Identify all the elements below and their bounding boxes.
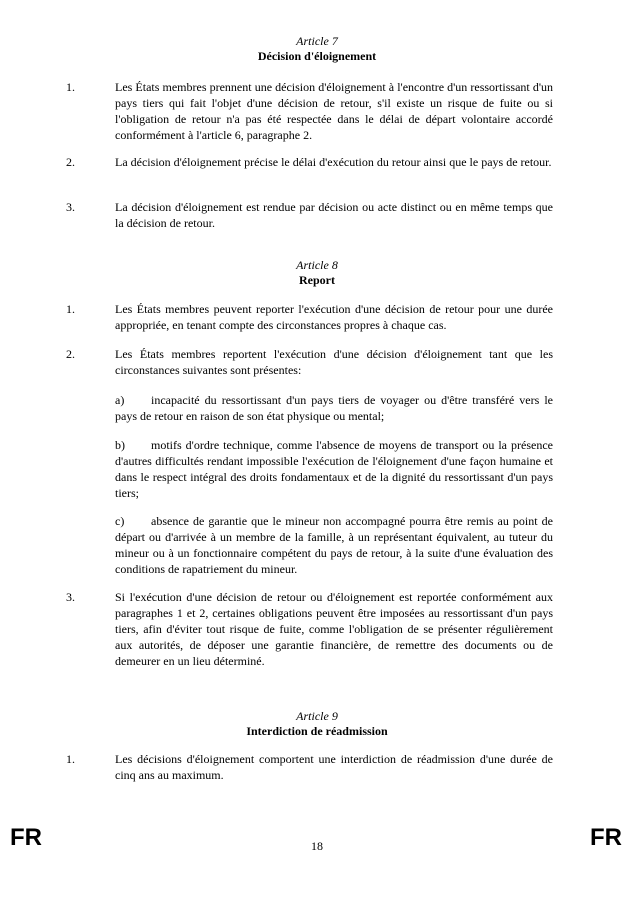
article-8-title <box>0 258 634 288</box>
paragraph-text: Les États membres prennent une décision d'éloignement à l'encontre d'un ressortissant d'un pays tiers qui fait l'objet d'une décision de retour, s'il existe un risque de fuite ou si l'obligation de retour n'a pas été respectée dans le délai de départ volontaire accordé conformément à l'article 6, paragraphe 2. <box>115 80 553 142</box>
article-8-subitem-c <box>115 513 553 577</box>
article-heading: Décision d'éloignement <box>257 49 377 63</box>
subitem-text: motifs d'ordre technique, comme l'absence de moyens de transport ou la présence d'autres difficultés rendant impossible l'exécution de l'éloignement d'une façon humaine et dans le respect intégral des droits fondamentaux et de la dignité du ressortissant d'un pays tiers; <box>115 438 553 500</box>
paragraph-number: 3. <box>66 200 75 214</box>
article-number: Article 8 <box>296 258 338 272</box>
subitem-text: absence de garantie que le mineur non accompagné pourra être remis au point de départ ou d'arrivée à un membre de la famille, à un représentant équivalent, au tuteur du mineur ou à un fonctionnaire compétent du pays de retour, à la suite d'une évaluation des conditions de rapatriement du mineur. <box>115 514 553 576</box>
language-code-right: FR <box>590 824 622 851</box>
subitem-text: incapacité du ressortissant d'un pays tiers de voyager ou d'être transféré vers le pays de retour en raison de son état physique ou mental; <box>115 393 553 423</box>
paragraph-text: La décision d'éloignement précise le délai d'exécution du retour ainsi que le pays de retour. <box>115 155 552 169</box>
paragraph-number: 3. <box>66 590 75 604</box>
paragraph-text: Les États membres peuvent reporter l'exécution d'une décision de retour pour une durée appropriée, en tenant compte des circonstances propres à chaque cas. <box>115 302 553 332</box>
article-number: Article 9 <box>296 709 338 723</box>
paragraph-number: 1. <box>66 302 75 316</box>
subitem-label: b) <box>115 438 125 452</box>
language-code-left: FR <box>10 824 42 851</box>
paragraph-text: Les décisions d'éloignement comportent une interdiction de réadmission d'une durée de cinq ans au maximum. <box>115 752 553 782</box>
paragraph-text: Les États membres reportent l'exécution d'une décision d'éloignement tant que les circonstances suivantes sont présentes: <box>115 347 553 377</box>
paragraph-number: 1. <box>66 752 75 766</box>
article-heading: Report <box>299 273 335 287</box>
article-number: Article 7 <box>296 34 338 48</box>
article-8-subitem-a <box>115 392 553 424</box>
article-8-subitem-b <box>115 437 553 501</box>
subitem-label: c) <box>115 514 125 528</box>
subitem-label: a) <box>115 393 125 407</box>
page-number: 18 <box>311 839 323 853</box>
article-9-title <box>0 709 634 739</box>
paragraph-number: 1. <box>66 80 75 94</box>
paragraph-text: La décision d'éloignement est rendue par décision ou acte distinct ou en même temps que la décision de retour. <box>115 200 553 230</box>
article-7-title <box>0 34 634 64</box>
article-heading: Interdiction de réadmission <box>246 724 388 738</box>
paragraph-text: Si l'exécution d'une décision de retour ou d'éloignement est reportée conformément aux paragraphes 1 et 2, certaines obligations peuvent être imposées au ressortissant d'un pays tiers, afin d'éviter tout risque de fuite, comme l'obligation de se présenter régulièrement aux autorités, de déposer une garantie financière, de remettre des documents ou de demeurer en un lieu déterminé. <box>115 590 553 668</box>
paragraph-number: 2. <box>66 347 75 361</box>
paragraph-number: 2. <box>66 155 75 169</box>
